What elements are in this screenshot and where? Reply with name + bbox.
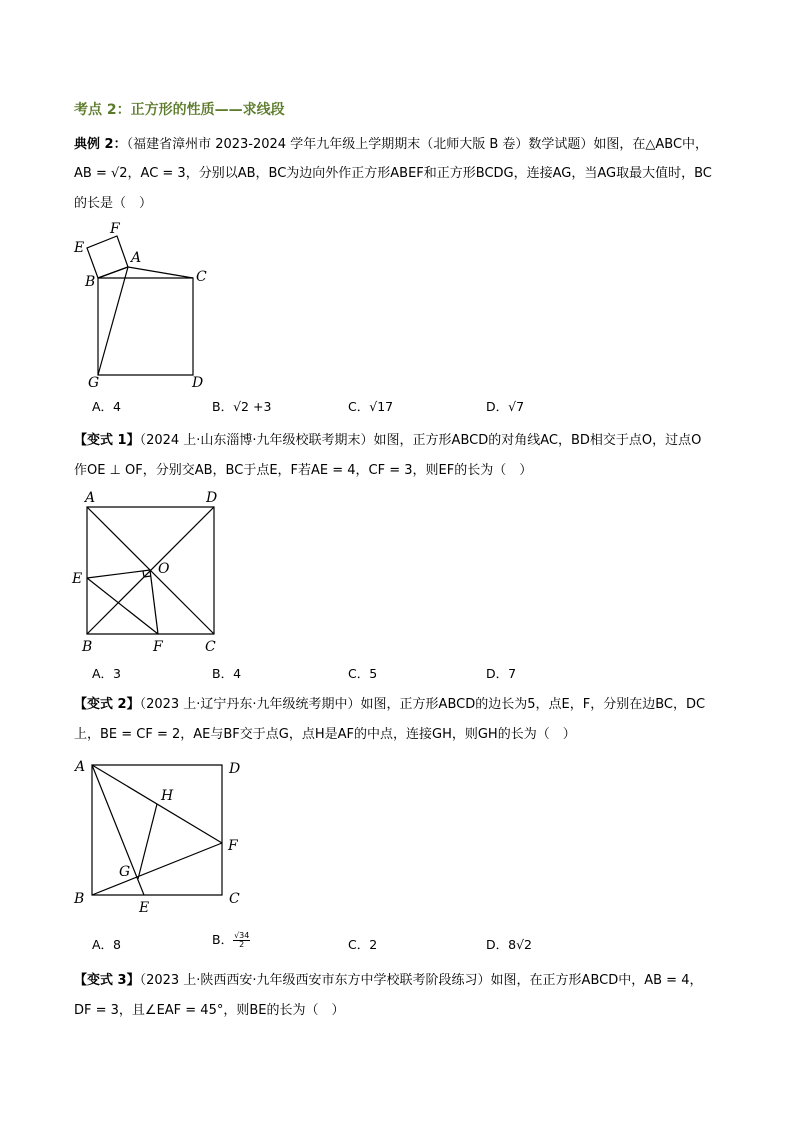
variant-3-line-2: DF = 3，且∠EAF = 45°，则BE的长为（ ） <box>74 1003 345 1018</box>
square-abef <box>87 236 128 278</box>
example-2-line-2: AB = √2，AC = 3，分别以AB，BC为边向外作正方形ABEF和正方形BCDG，连接AG，当AG取最大值时，BC <box>74 166 712 181</box>
variant-1-option-c: C．5 <box>348 666 378 681</box>
variant-3-label: 【变式 3】 <box>74 973 140 988</box>
label-D: D <box>192 375 204 391</box>
label-F: F <box>228 838 238 854</box>
example-2-option-a: A．4 <box>92 399 122 414</box>
variant-1-figure <box>65 485 235 660</box>
label-E: E <box>139 900 150 916</box>
label-H: H <box>161 788 174 804</box>
label-C: C <box>205 639 216 655</box>
example-2-figure <box>60 215 220 395</box>
variant-2-figure <box>65 752 255 922</box>
label-O: O <box>158 561 170 577</box>
variant-2-option-c: C．2 <box>348 937 378 952</box>
example-2-label: 典例 2： <box>74 137 127 152</box>
label-F: F <box>110 221 120 237</box>
variant-1-line-2: 作OE ⊥ OF，分别交AB，BC于点E，F若AE = 4，CF = 3，则EF的长为（ ） <box>74 463 533 478</box>
variant-3-line-1 <box>74 972 702 990</box>
variant-2-option-d: D．8√2 <box>486 937 532 952</box>
variant-2-line-2: 上，BE = CF = 2，AE与BF交于点G，点H是AF的中点，连接GH，则GH的长为（ ） <box>74 727 576 742</box>
label-E: E <box>74 240 85 256</box>
variant-2-line-1 <box>74 696 705 714</box>
variant-2-option-a: A．8 <box>92 937 122 952</box>
label-A: A <box>131 250 142 266</box>
variant-2-option-b: B． $\frac{√34}{2}$ <box>212 931 250 949</box>
variant-1-label: 【变式 1】 <box>74 433 140 448</box>
section-title: 考点 2：正方形的性质——求线段 <box>74 102 285 118</box>
example-2-option-c: C．√17 <box>348 399 394 414</box>
label-B: B <box>82 639 93 655</box>
square-bcdg <box>98 278 193 375</box>
variant-2-label: 【变式 2】 <box>74 697 140 712</box>
label-C: C <box>196 269 207 285</box>
fraction-sqrt34-over-2: $\frac{√34}{2}$ <box>234 931 250 949</box>
variant-1-option-a: A．3 <box>92 666 122 681</box>
variant-1-line-1-text: （2024 上·山东淄博·九年级校联考期末）如图，正方形ABCD的对角线AC，BD相交于点O，过点O <box>139 433 702 448</box>
label-G: G <box>119 864 131 880</box>
example-2-line-3: 的长是（ ） <box>74 196 153 211</box>
label-A: A <box>85 490 96 506</box>
example-2-line-1 <box>74 136 708 154</box>
square-abcd <box>92 765 222 895</box>
variant-1-option-b: B．4 <box>212 666 242 681</box>
example-2-line-1-tail: 如图，在△ABC中， <box>593 137 709 152</box>
variant-1-line-1 <box>74 432 701 450</box>
label-B: B <box>85 274 96 290</box>
label-D: D <box>229 761 241 777</box>
variant-3-line-1-text: （2023 上·陕西西安·九年级西安市东方中学校联考阶段练习）如图，在正方形ABCD中，AB = 4， <box>139 973 703 988</box>
example-2-option-d: D．√7 <box>486 399 525 414</box>
label-B: B <box>74 891 85 907</box>
label-A: A <box>75 759 86 775</box>
label-C: C <box>229 891 240 907</box>
variant-1-option-d: D．7 <box>486 666 517 681</box>
example-2-option-b: B．√2 +3 <box>212 399 272 414</box>
label-E: E <box>72 571 83 587</box>
label-G: G <box>88 375 100 391</box>
variant-2-line-1-text: （2023 上·辽宁丹东·九年级统考期中）如图，正方形ABCD的边长为5，点E，F，分别在边BC，DC <box>139 697 706 712</box>
example-2-source: （福建省漳州市 2023-2024 学年九年级上学期期末（北师大版 B 卷）数学试题） <box>126 137 594 152</box>
label-F: F <box>153 639 163 655</box>
label-D: D <box>206 490 218 506</box>
